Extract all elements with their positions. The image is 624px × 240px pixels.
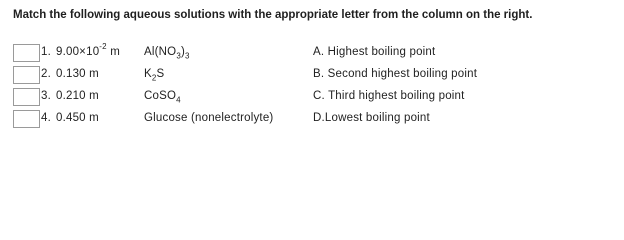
item-concentration-3: 0.210 m (56, 90, 99, 102)
match-row-3 (13, 88, 613, 108)
item-number-4: 4. (41, 112, 51, 124)
answer-box-1[interactable] (13, 44, 40, 62)
solute-main-1: Al(NO (144, 46, 177, 58)
item-concentration-4: 0.450 m (56, 112, 99, 124)
conc-unit-1: m (106, 46, 120, 58)
solute-sub-2: 2 (151, 73, 157, 83)
answer-box-4[interactable] (13, 110, 40, 128)
solute-sub-1a: 3 (176, 51, 181, 61)
conc-base-1: 9.00×10 (56, 46, 100, 58)
solute-main-3: CoSO (144, 90, 177, 102)
choice-d: D.Lowest boiling point (313, 112, 430, 124)
item-solute-4: Glucose (nonelectrolyte) (144, 112, 274, 124)
solute-tail-2: S (156, 68, 165, 80)
item-solute-1 (144, 46, 190, 61)
item-concentration-1 (56, 42, 120, 58)
choice-b: B. Second highest boiling point (313, 68, 478, 80)
item-number-3: 3. (41, 90, 51, 102)
solute-sub-3: 4 (176, 95, 181, 105)
choice-c: C. Third highest boiling point (313, 90, 465, 102)
item-concentration-2: 0.130 m (56, 68, 99, 80)
solute-tail-1: ) (180, 46, 185, 58)
answer-box-3[interactable] (13, 88, 40, 106)
choice-a: A. Highest boiling point (313, 46, 436, 58)
item-solute-2 (144, 68, 165, 83)
match-row-1 (13, 44, 613, 64)
conc-exponent-1: -2 (99, 42, 107, 52)
item-number-2: 2. (41, 68, 51, 80)
solute-main-2: K (144, 68, 152, 80)
item-number-1: 1. (41, 46, 51, 58)
question-prompt: Match the following aqueous solutions with the appropriate letter from the column on the right. (13, 9, 533, 21)
answer-box-2[interactable] (13, 66, 40, 84)
solute-sub-1b: 3 (185, 51, 190, 61)
match-row-4 (13, 110, 613, 130)
match-row-2 (13, 66, 613, 86)
item-solute-3 (144, 90, 181, 105)
